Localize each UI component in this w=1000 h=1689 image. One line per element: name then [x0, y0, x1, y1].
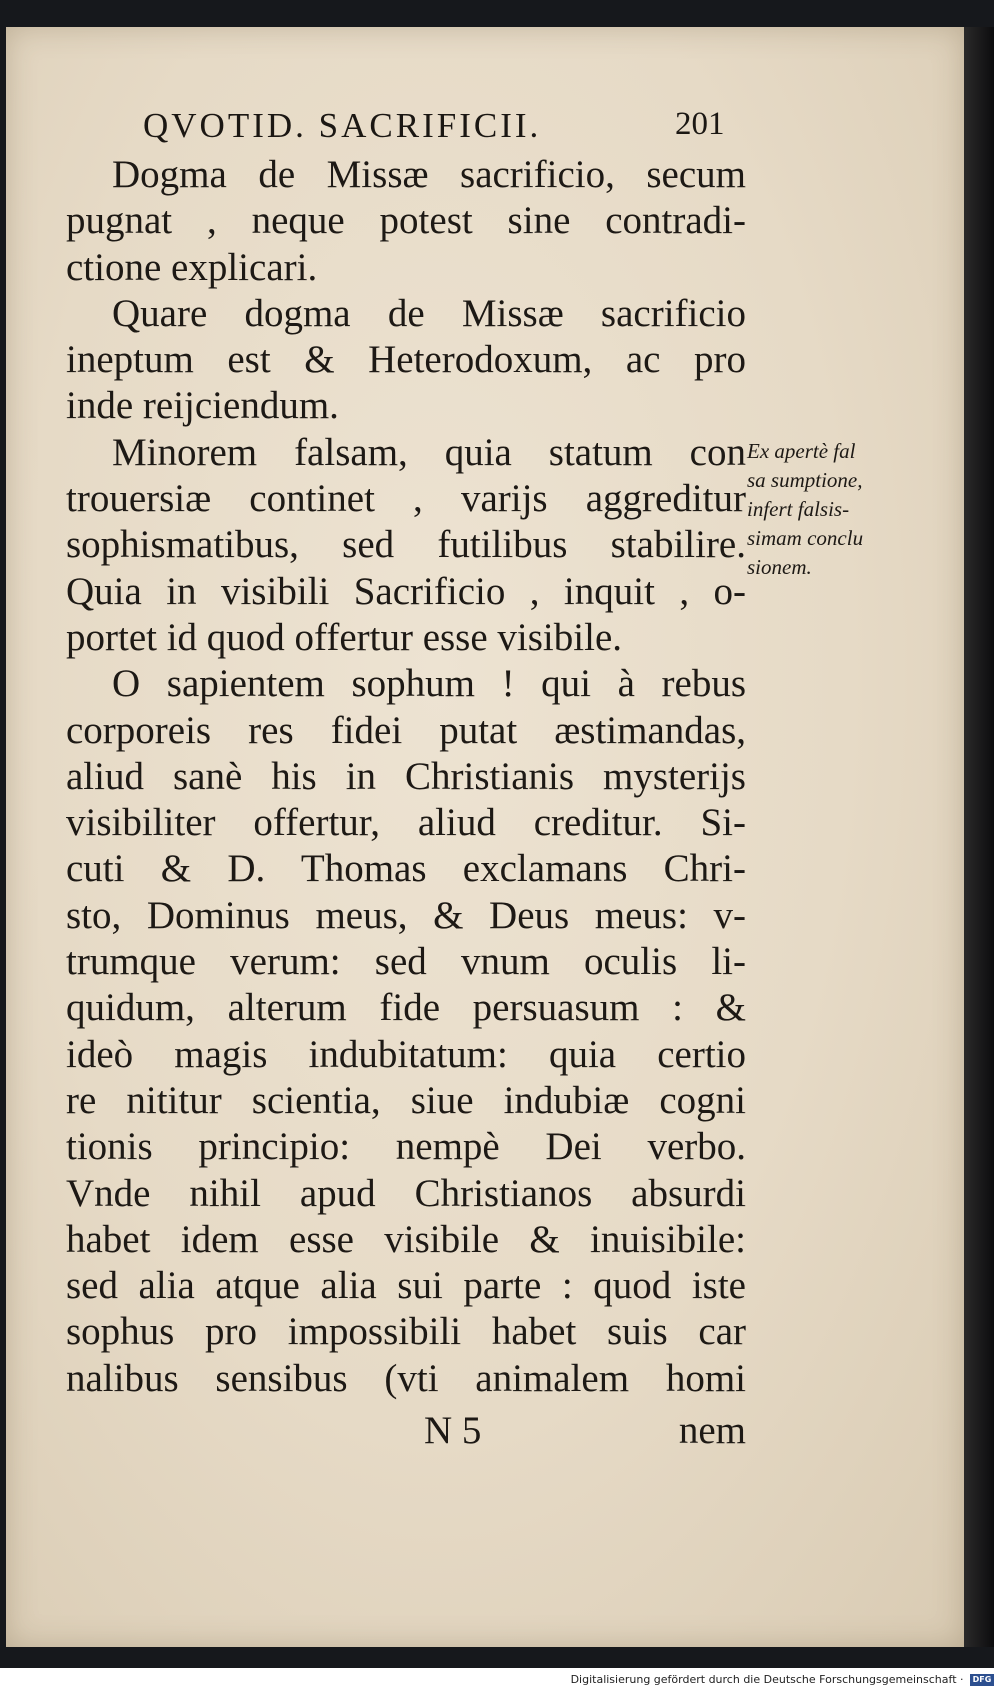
text-line: sophismatibus, sed futilibus stabilire.	[66, 523, 746, 567]
text-line: ineptum est & Heterodoxum, ac pro	[66, 338, 746, 382]
text-line: inde reijciendum.	[66, 384, 339, 428]
marginal-note-line: sa sumptione,	[747, 468, 863, 492]
text-line: ctione explicari.	[66, 245, 318, 289]
text-line: visibiliter offertur, aliud creditur. Si-	[66, 801, 746, 845]
text-line: corporeis res fidei putat æstimandas,	[66, 708, 746, 752]
text-line: sed alia atque alia sui parte : quod iste	[66, 1264, 746, 1308]
text-line: sophus pro impossibili habet suis car	[66, 1310, 746, 1354]
signature-mark: N 5	[424, 1409, 482, 1452]
text-line: cuti & D. Thomas exclamans Chri-	[66, 847, 746, 891]
dfg-logo: DFG	[970, 1674, 994, 1686]
text-line: aliud sanè his in Christianis mysterijs	[66, 754, 746, 798]
text-line: Quare dogma de Missæ sacrificio	[112, 291, 746, 335]
marginal-note	[747, 437, 897, 582]
text-line: Minorem falsam, quia statum con	[112, 430, 746, 474]
text-line: portet id quod offertur esse visibile.	[66, 615, 622, 659]
running-head	[143, 106, 743, 154]
page-gutter-shadow	[964, 27, 994, 1647]
text-line: tionis principio: nempè Dei verbo.	[66, 1125, 746, 1169]
text-line: Dogma de Missæ sacrificio, secum	[112, 153, 746, 196]
marginal-note-line: simam conclu	[747, 526, 864, 550]
text-line: pugnat , neque potest sine contradi-	[66, 199, 746, 243]
text-line: nalibus sensibus (vti animalem homi	[66, 1356, 746, 1400]
marginal-note-line: sionem.	[747, 555, 812, 579]
marginal-note-line: Ex apertè fal	[747, 439, 856, 463]
text-line: ideò magis indubitatum: quia certio	[66, 1032, 746, 1076]
digitization-credit	[571, 1672, 994, 1688]
folio-number: 201	[675, 106, 725, 142]
page-catchline	[66, 1408, 746, 1458]
catchword: nem	[678, 1409, 746, 1452]
text-line: habet idem esse visibile & inuisibile:	[66, 1217, 746, 1261]
body-text	[66, 152, 746, 1402]
marginal-note-line: infert falsis-	[747, 497, 850, 521]
text-line: sto, Dominus meus, & Deus meus: v-	[66, 893, 746, 937]
running-head-title: QVOTID. SACRIFICII.	[143, 106, 542, 145]
text-line: quidum, alterum fide persuasum : &	[66, 986, 746, 1030]
text-line: Quia in visibili Sacrificio , inquit , o-	[66, 569, 746, 613]
text-line: trumque verum: sed vnum oculis li-	[66, 940, 746, 984]
text-line: O sapientem sophum ! qui à rebus	[112, 662, 746, 706]
text-line: Vnde nihil apud Christianos absurdi	[66, 1171, 746, 1215]
text-line: trouersiæ continet , varijs aggreditur	[66, 477, 746, 521]
credit-text: Digitalisierung gefördert durch die Deutsche Forschungsgemeinschaft ·	[570, 1673, 964, 1686]
text-line: re nititur scientia, siue indubiæ cogni	[66, 1078, 746, 1122]
